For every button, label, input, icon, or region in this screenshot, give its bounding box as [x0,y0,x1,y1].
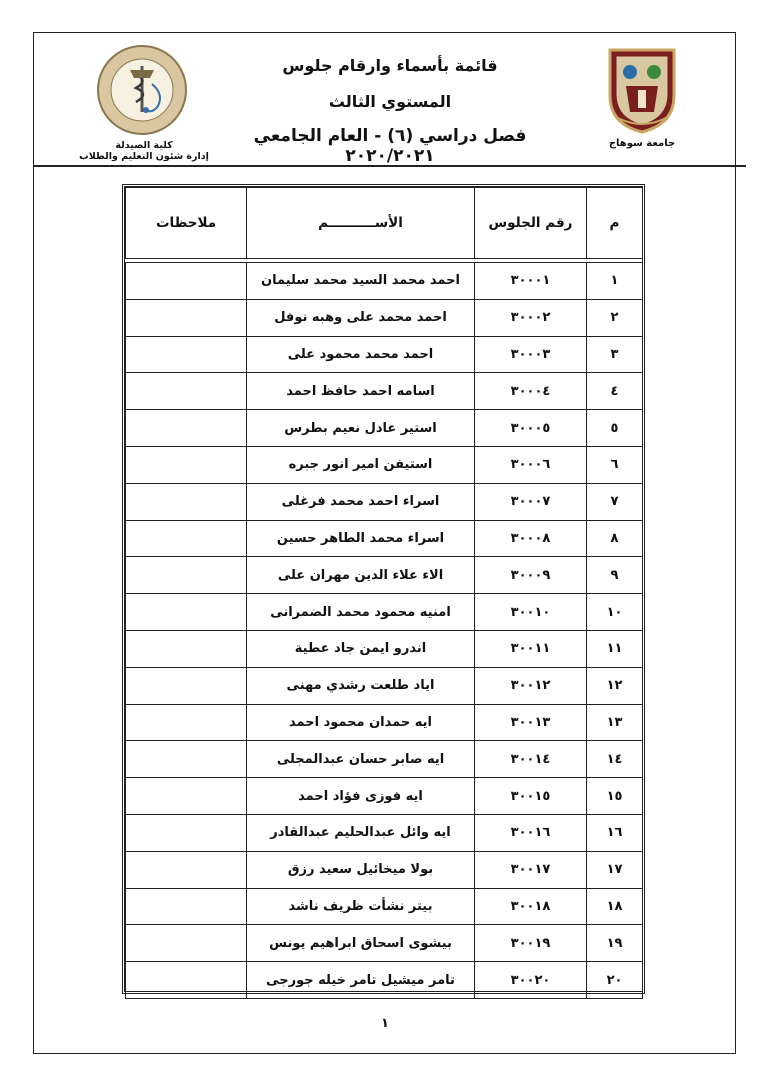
table-row [126,962,643,999]
cell-notes [126,557,247,594]
table-row [126,520,643,557]
cell-notes [126,446,247,483]
cell-number: ١٥ [587,778,643,815]
cell-notes [126,299,247,336]
header-divider [33,165,746,167]
cell-notes [126,483,247,520]
column-header-number: م [587,188,643,259]
cell-number: ١٣ [587,704,643,741]
cell-student-name: اسراء احمد محمد فرغلى [247,483,475,520]
cell-number: ٢٠ [587,962,643,999]
table-row [126,814,643,851]
cell-notes [126,741,247,778]
cell-number: ١٧ [587,851,643,888]
cell-student-name: ايه فوزى فؤاد احمد [247,778,475,815]
cell-student-name: تامر ميشيل تامر خيله جورجى [247,962,475,999]
cell-number: ١٨ [587,888,643,925]
page-number: ١ [381,1016,389,1031]
university-name: جامعة سوهاج [608,138,676,149]
cell-student-name: بيشوى اسحاق ابراهيم يونس [247,925,475,962]
table-row [126,483,643,520]
cell-seat-number: ٣٠٠٠٩ [475,557,587,594]
cell-notes [126,263,247,300]
cell-seat-number: ٣٠٠١٣ [475,704,587,741]
cell-seat-number: ٣٠٠١٥ [475,778,587,815]
cell-seat-number: ٣٠٠١٧ [475,851,587,888]
cell-seat-number: ٣٠٠٠٨ [475,520,587,557]
cell-number: ٨ [587,520,643,557]
cell-number: ٣ [587,336,643,373]
cell-notes [126,814,247,851]
faculty-name-block [74,140,214,162]
table-row [126,851,643,888]
cell-number: ٩ [587,557,643,594]
cell-student-name: ايه وائل عبدالحليم عبدالقادر [247,814,475,851]
department-name: إدارة شئون التعليم والطلاب [79,151,209,162]
cell-notes [126,704,247,741]
title-line-3: فصل دراسي (٦) - العام الجامعي ٢٠٢٠/٢٠٢١ [253,126,527,166]
column-header-seat: رقم الجلوس [475,188,587,259]
cell-number: ١١ [587,630,643,667]
cell-notes [126,630,247,667]
cell-number: ١٩ [587,925,643,962]
faculty-name: كلية الصيدلة [115,140,173,151]
table-row [126,667,643,704]
cell-seat-number: ٣٠٠٠٤ [475,373,587,410]
table-row [126,630,643,667]
cell-seat-number: ٣٠٠١٨ [475,888,587,925]
cell-student-name: احمد محمد على وهبه نوفل [247,299,475,336]
cell-seat-number: ٣٠٠١٠ [475,594,587,631]
cell-number: ١٠ [587,594,643,631]
cell-notes [126,667,247,704]
cell-student-name: اسامه احمد حافظ احمد [247,373,475,410]
cell-seat-number: ٣٠٠٠٧ [475,483,587,520]
cell-notes [126,888,247,925]
table-header-row [126,188,643,259]
cell-student-name: اياد طلعت رشدي مهنى [247,667,475,704]
cell-student-name: استيفن امير انور جبره [247,446,475,483]
cell-seat-number: ٣٠٠١٦ [475,814,587,851]
table-row [126,299,643,336]
cell-student-name: ايه حمدان محمود احمد [247,704,475,741]
student-list-table [122,184,645,994]
document-title [220,56,560,166]
table-row [126,373,643,410]
column-header-notes: ملاحظات [126,188,247,259]
cell-notes [126,373,247,410]
title-line-2: المستوي الثالث [328,92,452,111]
table-row [126,704,643,741]
cell-notes [126,520,247,557]
cell-student-name: ايه صابر حسان عبدالمجلى [247,741,475,778]
table-row [126,263,643,300]
cell-student-name: امنيه محمود محمد الضمرانى [247,594,475,631]
cell-number: ٥ [587,410,643,447]
cell-seat-number: ٣٠٠٠٢ [475,299,587,336]
cell-seat-number: ٣٠٠١٤ [475,741,587,778]
cell-seat-number: ٣٠٠٠٥ [475,410,587,447]
cell-student-name: بيتر نشأت ظريف ناشد [247,888,475,925]
cell-student-name: بولا ميخائيل سعيد رزق [247,851,475,888]
cell-student-name: احمد محمد محمود على [247,336,475,373]
cell-seat-number: ٣٠٠٢٠ [475,962,587,999]
cell-number: ٤ [587,373,643,410]
table-row [126,446,643,483]
table-row [126,778,643,815]
title-line-1: قائمة بأسماء وارقام جلوس [282,56,498,75]
cell-student-name: اسراء محمد الطاهر حسين [247,520,475,557]
cell-notes [126,925,247,962]
cell-number: ١ [587,263,643,300]
cell-number: ٧ [587,483,643,520]
cell-seat-number: ٣٠٠٠٣ [475,336,587,373]
table-row [126,888,643,925]
table-row [126,410,643,447]
cell-student-name: اندرو ايمن جاد عطية [247,630,475,667]
cell-number: ١٤ [587,741,643,778]
table-row [126,557,643,594]
column-header-name: الأســــــــــم [247,188,475,259]
table-row [126,336,643,373]
cell-notes [126,851,247,888]
cell-seat-number: ٣٠٠١١ [475,630,587,667]
cell-student-name: الاء علاء الدين مهران على [247,557,475,594]
cell-notes [126,336,247,373]
cell-number: ١٦ [587,814,643,851]
cell-seat-number: ٣٠٠٠٦ [475,446,587,483]
faculty-logo-icon [96,44,188,136]
cell-notes [126,594,247,631]
cell-number: ٢ [587,299,643,336]
table-row [126,925,643,962]
cell-notes [126,778,247,815]
university-logo-icon [604,46,680,134]
cell-notes [126,962,247,999]
table-row [126,594,643,631]
cell-seat-number: ٣٠٠٠١ [475,263,587,300]
cell-seat-number: ٣٠٠١٩ [475,925,587,962]
cell-number: ١٢ [587,667,643,704]
cell-seat-number: ٣٠٠١٢ [475,667,587,704]
cell-student-name: استير عادل نعيم بطرس [247,410,475,447]
table-row [126,741,643,778]
table-body [126,259,643,999]
cell-number: ٦ [587,446,643,483]
cell-notes [126,410,247,447]
cell-student-name: احمد محمد السيد محمد سليمان [247,263,475,300]
